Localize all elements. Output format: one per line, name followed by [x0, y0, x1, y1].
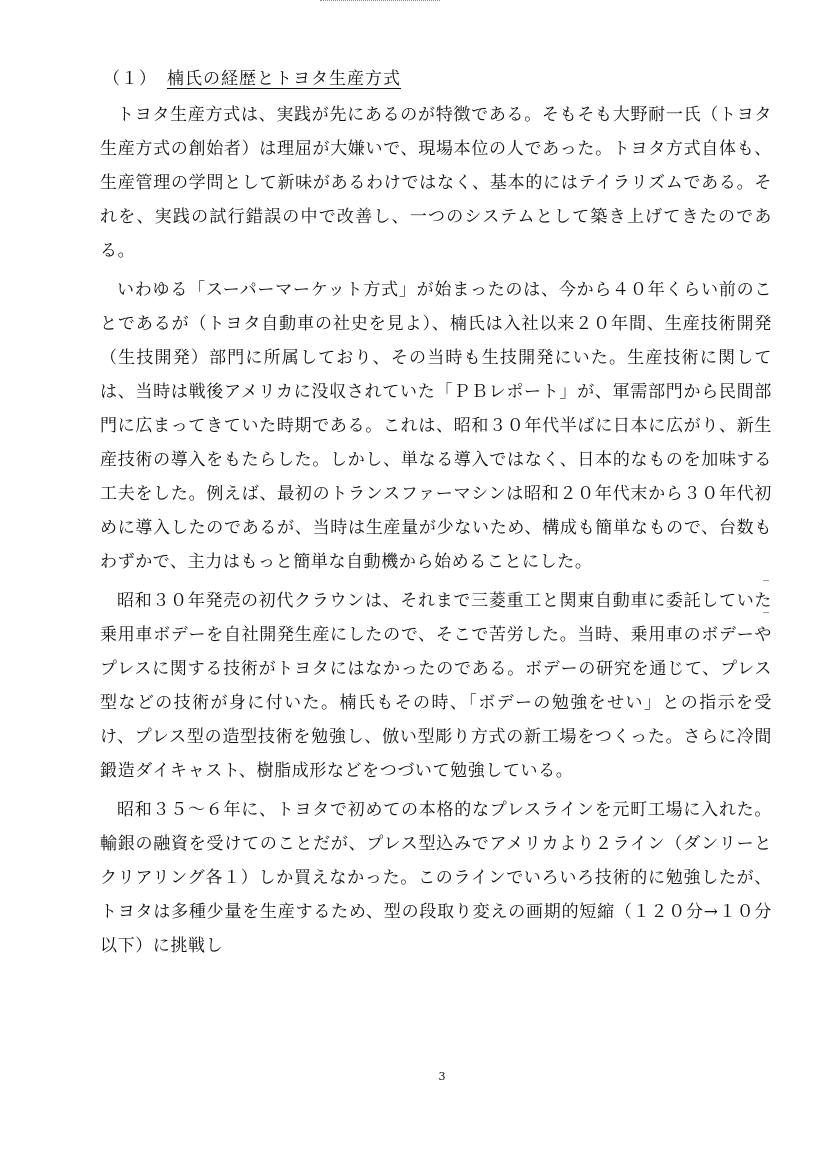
body-text: [100, 98, 772, 963]
paragraph-4: 昭和３５～６年に、トヨタで初めての本格的なプレスラインを元町工場に入れた。輸銀の融資を受けてのことだが、プレス型込みでアメリカより２ライン（ダンリーとクリアリング各１）しか買えなかった。このラインでいろいろ技術的に勉強したが、トヨタは多種少量を生産するため、型の段取り変えの画期的短縮（１２０分→１０分以下）に挑戦し: [100, 800, 772, 956]
scan-artifact-top: [320, 0, 440, 5]
section-number: （１）: [103, 69, 157, 89]
page-number: 3: [438, 1070, 446, 1083]
section-title: 楠氏の経歴とトヨタ生産方式: [167, 69, 401, 89]
paragraph-2: いわゆる「スーパーマーケット方式」が始まったのは、今から４０年くらい前のことであるが（トヨタ自動車の社史を見よ）、楠氏は入社以来２０年間、生産技術開発（生技開発）部門に所属しており、その当時も生技開発にいた。生産技術に関しては、当時は戦後アメリカに没収されていた「ＰＢレポート」が、軍需部門から民間部門に広まってきていた時期である。これは、昭和３０年代半ばに日本に広がり、新生産技術の導入をもたらした。しかし、単なる導入ではなく、日本的なものを加味する工夫をした。例えば、最初のトランスファーマシンは昭和２０年代末から３０年代初めに導入したのであるが、当時は生産量が少ないため、構成も簡単なもので、台数もわずかで、主力はもっと簡単な自動機から始めることにした。: [100, 280, 772, 572]
scan-artifact-margin: [763, 612, 769, 613]
paragraph-3: 昭和３０年発売の初代クラウンは、それまで三菱重工と関東自動車に委託していた乗用車ボデーを自社開発生産にしたので、そこで苦労した。当時、乗用車のボデーやプレスに関する技術がトヨタにはなかったのである。ボデーの研究を通じて、プレス型などの技術が身に付いた。楠氏もその時、「ボデーの勉強をせい」との指示を受け、プレス型の造型技術を勉強し、倣い型彫り方式の新工場をつくった。さらに冷間鍛造ダイキャスト、樹脂成形などをつづいて勉強している。: [100, 591, 772, 781]
paragraph-1: トヨタ生産方式は、実践が先にあるのが特徴である。そもそも大野耐一氏（トヨタ生産方式の創始者）は理屈が大嫌いで、現場本位の人であった。トヨタ方式自体も、生産管理の学問として新味があるわけではなく、基本的にはテイラリズムである。それを、実践の試行錯誤の中で改善し、一つのシステムとして築き上げてきたのである。: [100, 105, 772, 261]
scan-artifact-margin: [763, 580, 769, 581]
section-heading: [103, 64, 401, 89]
